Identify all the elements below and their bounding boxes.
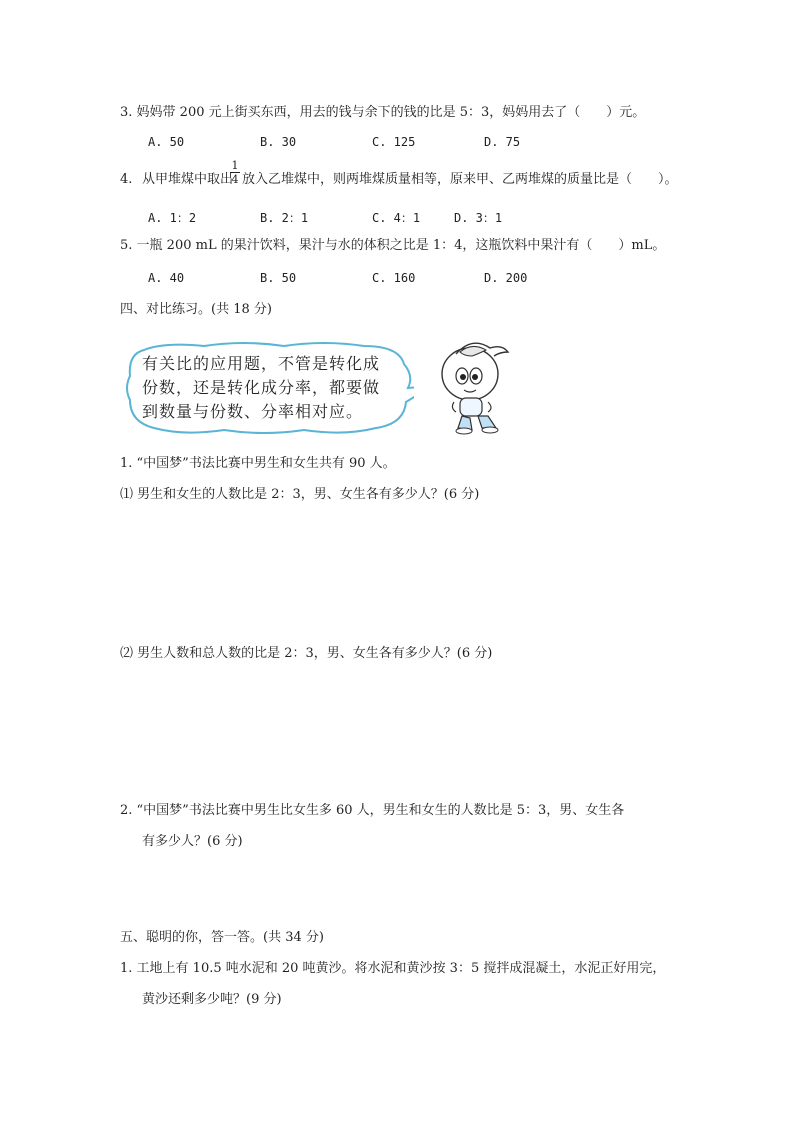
option-c: C. 4：1 xyxy=(372,211,421,225)
fraction-denominator: 4 xyxy=(231,173,239,186)
option-c: C. 160 xyxy=(372,271,416,285)
option-d: D. 3：1 xyxy=(454,211,503,225)
section-4-q1-sub2: ⑵ 男生人数和总人数的比是 2：3，男、女生各有多少人？(6 分) xyxy=(120,646,493,661)
option-d: D. 75 xyxy=(484,135,521,149)
option-b: B. 50 xyxy=(260,271,297,285)
section-4-q1-stem: 1. “中国梦”书法比赛中男生和女生共有 90 人。 xyxy=(120,456,396,471)
question-4-pre: 从甲堆煤中取出 xyxy=(142,172,234,187)
speech-bubble-text: 有关比的应用题，不管是转化成份数，还是转化成分率，都要做到数量与份数、分率相对应。 xyxy=(142,354,381,421)
question-4-post: 放入乙堆煤中，则两堆煤质量相等，原来甲、乙两堆煤的质量比是（ ）。 xyxy=(242,172,678,187)
section-4-q1-sub1: ⑴ 男生和女生的人数比是 2：3，男、女生各有多少人？(6 分) xyxy=(120,487,480,502)
option-a: A. 50 xyxy=(148,135,185,149)
option-b: B. 2：1 xyxy=(260,211,309,225)
section-4-q2-line1: 2. “中国梦”书法比赛中男生比女生多 60 人，男生和女生的人数比是 5：3，男、女生各 xyxy=(120,803,625,818)
section-4-heading: 四、对比练习。(共 18 分) xyxy=(120,302,272,317)
option-a: A. 1：2 xyxy=(148,211,197,225)
option-a: A. 40 xyxy=(148,271,185,285)
option-b: B. 30 xyxy=(260,135,297,149)
question-4-fraction xyxy=(230,160,240,185)
section-5-q1-line2: 黄沙还剩多少吨？(9 分) xyxy=(142,992,282,1007)
question-5-text: 5. 一瓶 200 mL 的果汁饮料，果汁与水的体积之比是 1：4，这瓶饮料中果汁有（ ）mL。 xyxy=(120,238,666,253)
question-4-number: 4. xyxy=(120,172,133,187)
cartoon-mascot-icon xyxy=(432,334,516,436)
option-c: C. 125 xyxy=(372,135,416,149)
section-5-heading: 五、聪明的你，答一答。(共 34 分) xyxy=(120,930,324,945)
fraction-numerator: 1 xyxy=(231,159,239,172)
option-d: D. 200 xyxy=(484,271,528,285)
section-4-q2-line2: 有多少人？(6 分) xyxy=(142,834,243,849)
question-3-text: 3. 妈妈带 200 元上街买东西，用去的钱与余下的钱的比是 5：3，妈妈用去了（ ）元。 xyxy=(120,105,646,120)
section-5-q1-line1: 1. 工地上有 10.5 吨水泥和 20 吨黄沙。将水泥和黄沙按 3：5 搅拌成混凝土，水泥正好用完， xyxy=(120,961,666,976)
